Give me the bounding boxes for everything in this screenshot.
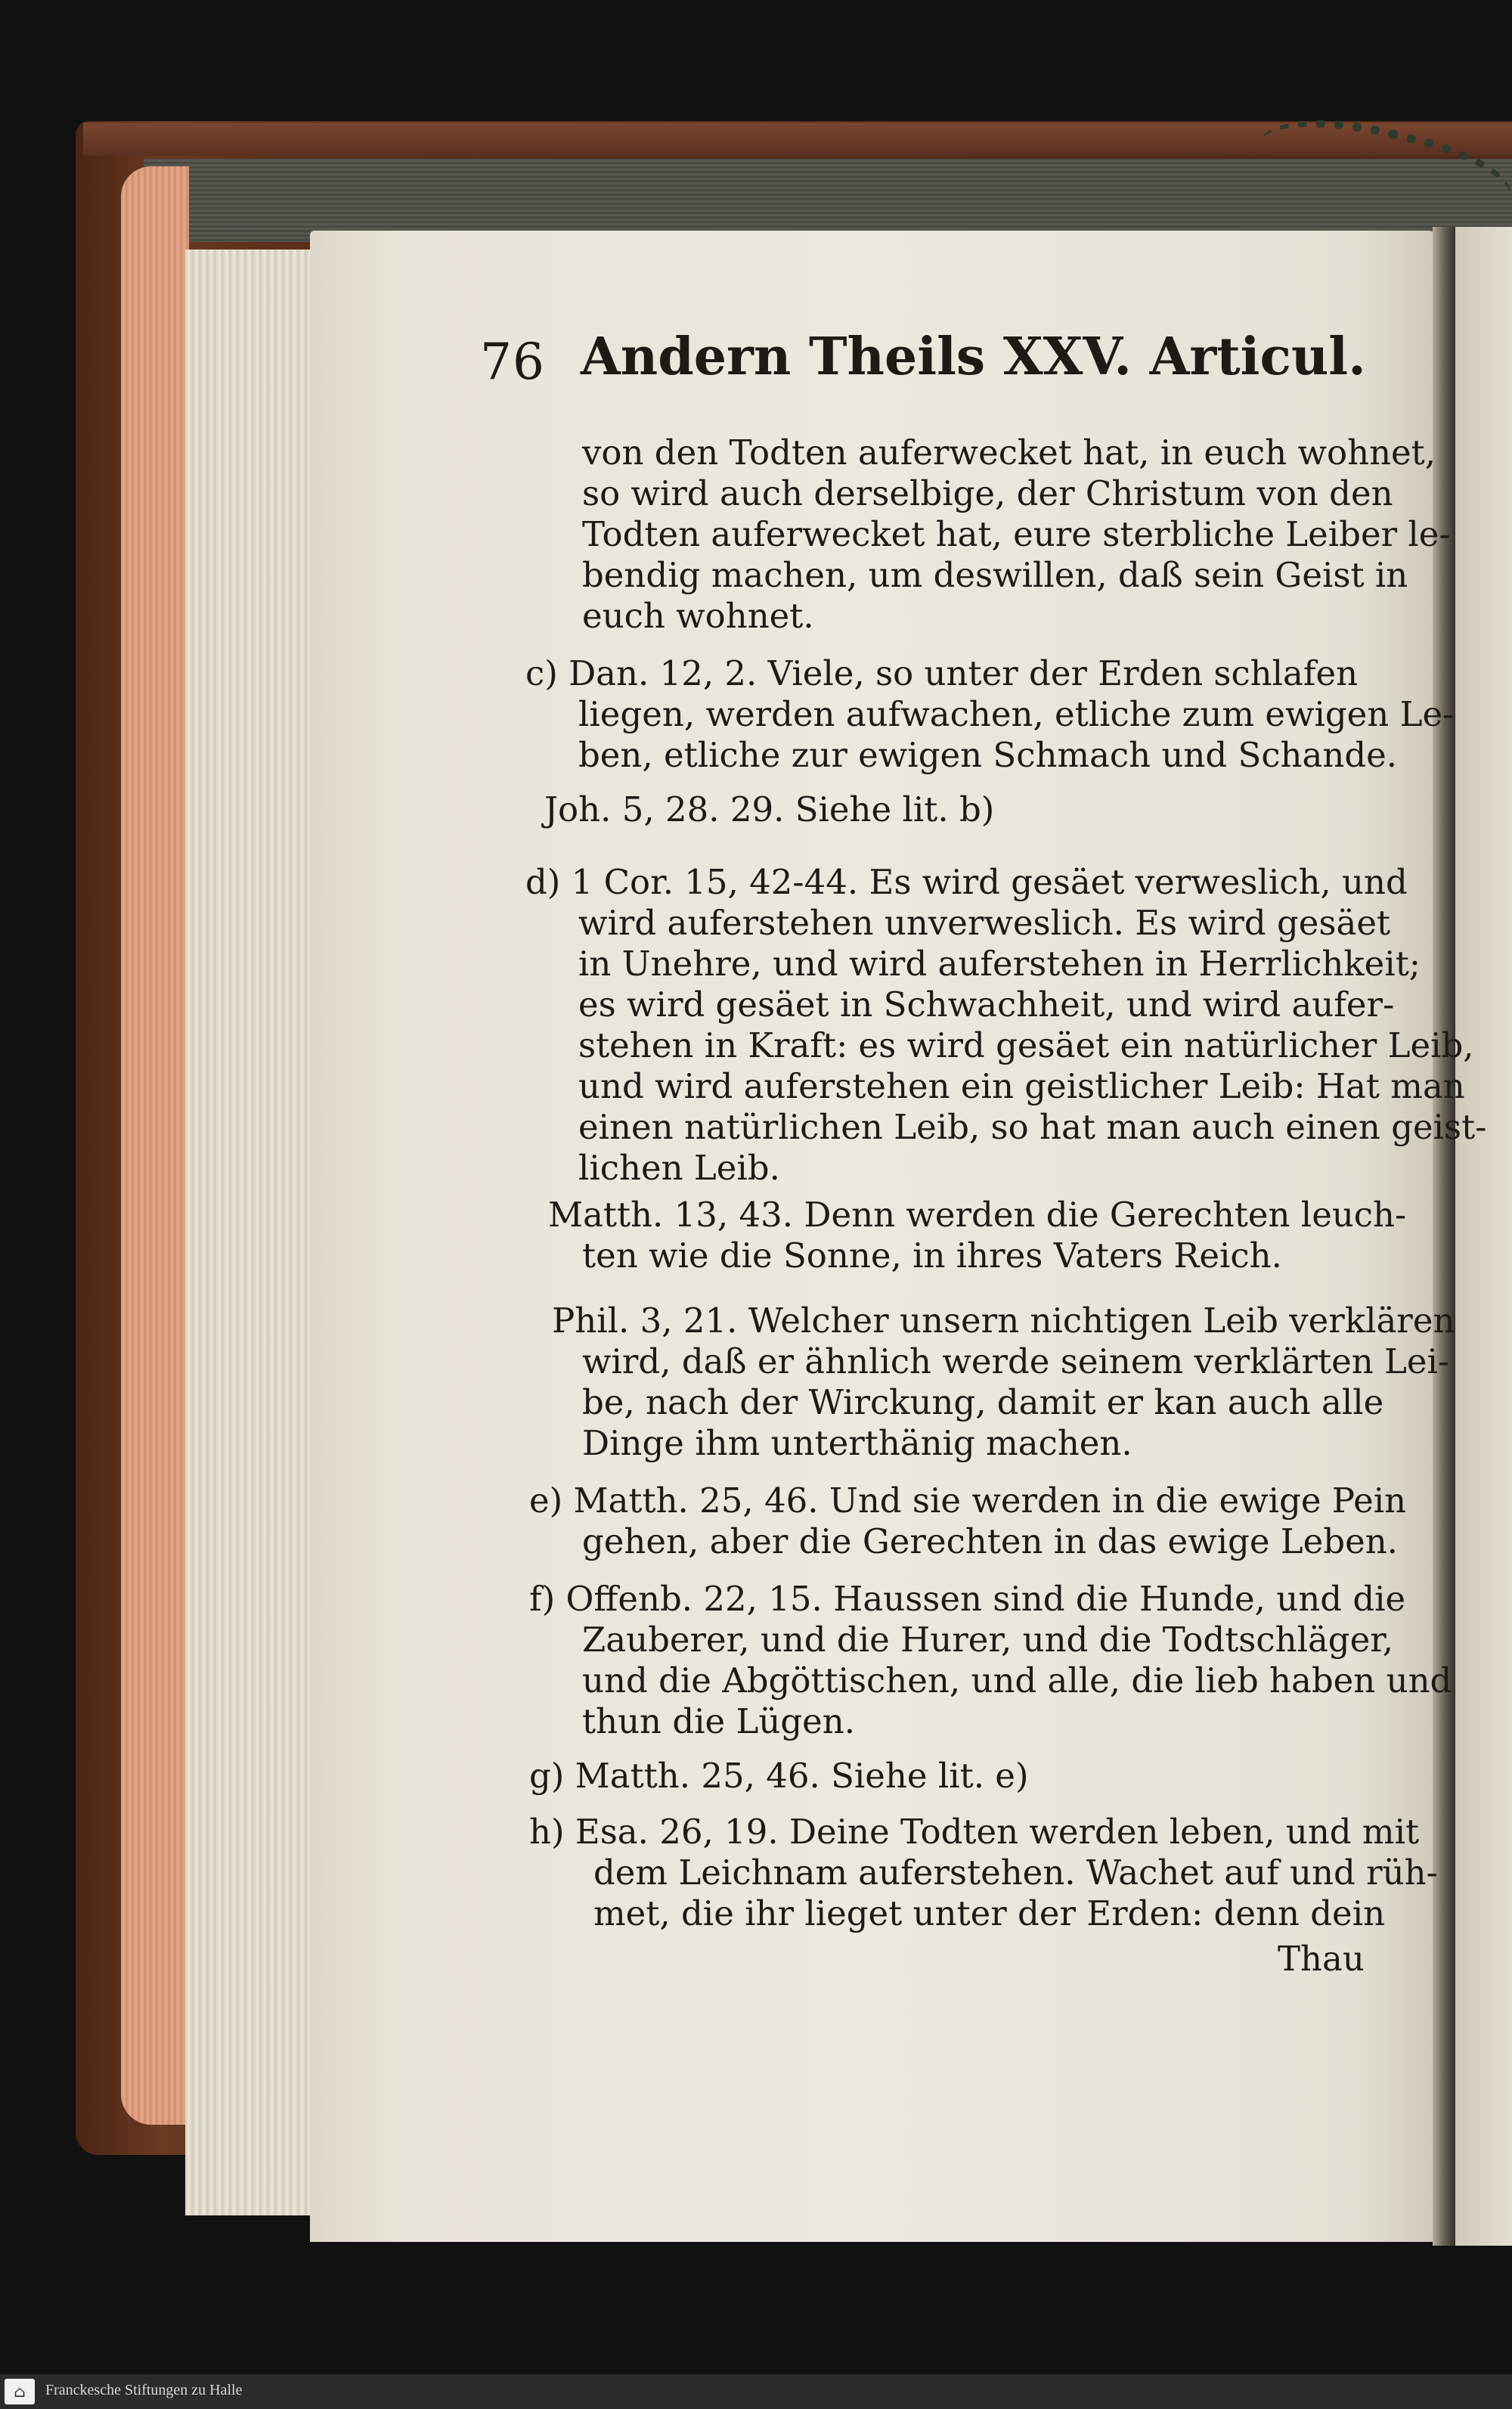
text-line: e) Matth. 25, 46. Und sie werden in die ewige Pein: [529, 1480, 1407, 1521]
text-line: Dinge ihm unterthänig machen.: [582, 1423, 1132, 1463]
text-line: ben, etliche zur ewigen Schmach und Schande.: [578, 735, 1398, 775]
text-line: dem Leichnam auferstehen. Wachet auf und rüh-: [593, 1852, 1438, 1893]
facing-page-edge: [1455, 227, 1512, 2246]
text-line: und wird auferstehen ein geistlicher Leib: Hat man: [578, 1066, 1465, 1106]
text-line: be, nach der Wirckung, damit er kan auch alle: [582, 1382, 1384, 1422]
text-line: von den Todten auferwecket hat, in euch wohnet,: [582, 433, 1436, 473]
institution-name: Franckesche Stiftungen zu Halle: [45, 2382, 243, 2398]
text-line: thun die Lügen.: [582, 1701, 856, 1741]
text-line: euch wohnet.: [582, 596, 814, 636]
text-line: h) Esa. 26, 19. Deine Todten werden leben, und mit: [529, 1812, 1420, 1852]
text-line: Zauberer, und die Hurer, und die Todtschläger,: [582, 1620, 1394, 1660]
text-line: met, die ihr lieget unter der Erden: denn dein: [593, 1893, 1386, 1933]
running-title: Andern Theils XXV. Articul.: [581, 327, 1366, 387]
institution-logo-icon: ⌂: [5, 2379, 35, 2404]
page-stack: [185, 250, 318, 2215]
fore-edge: [121, 166, 189, 2125]
footer-bar: [0, 2374, 1512, 2409]
text-line: f) Offenb. 22, 15. Haussen sind die Hunde, und die: [529, 1579, 1406, 1619]
text-line: c) Dan. 12, 2. Viele, so unter der Erden schlafen: [525, 653, 1359, 693]
page-number: 76: [480, 333, 545, 391]
text-line: ten wie die Sonne, in ihres Vaters Reich.: [582, 1236, 1282, 1276]
text-line: liegen, werden aufwachen, etliche zum ewigen Le-: [578, 694, 1455, 734]
catchword: Thau: [1278, 1939, 1365, 1979]
text-line: wird, daß er ähnlich werde seinem verklärten Lei-: [582, 1341, 1450, 1381]
text-line: g) Matth. 25, 46. Siehe lit. e): [529, 1756, 1029, 1796]
text-line: Todten auferwecket hat, eure sterbliche Leiber le-: [582, 514, 1451, 554]
text-line: wird auferstehen unverweslich. Es wird gesäet: [578, 903, 1391, 943]
text-line: einen natürlichen Leib, so hat man auch einen geist-: [578, 1107, 1487, 1147]
text-line: lichen Leib.: [578, 1148, 780, 1188]
text-line: so wird auch derselbige, der Christum von den: [582, 473, 1393, 513]
text-line: es wird gesäet in Schwachheit, und wird aufer-: [578, 984, 1395, 1025]
text-line: gehen, aber die Gerechten in das ewige Leben.: [582, 1521, 1398, 1561]
text-line: und die Abgöttischen, und alle, die lieb haben und: [582, 1660, 1452, 1701]
text-line: d) 1 Cor. 15, 42-44. Es wird gesäet verweslich, und: [525, 862, 1408, 902]
text-line: Matth. 13, 43. Denn werden die Gerechten leuch-: [548, 1195, 1407, 1235]
text-line: stehen in Kraft: es wird gesäet ein natürlicher Leib,: [578, 1025, 1474, 1065]
text-line: Phil. 3, 21. Welcher unsern nichtigen Leib verklären: [552, 1301, 1455, 1341]
text-line: bendig machen, um deswillen, daß sein Geist in: [582, 555, 1408, 595]
text-line: in Unehre, und wird auferstehen in Herrlichkeit;: [578, 944, 1421, 984]
text-line: Joh. 5, 28. 29. Siehe lit. b): [544, 789, 995, 829]
